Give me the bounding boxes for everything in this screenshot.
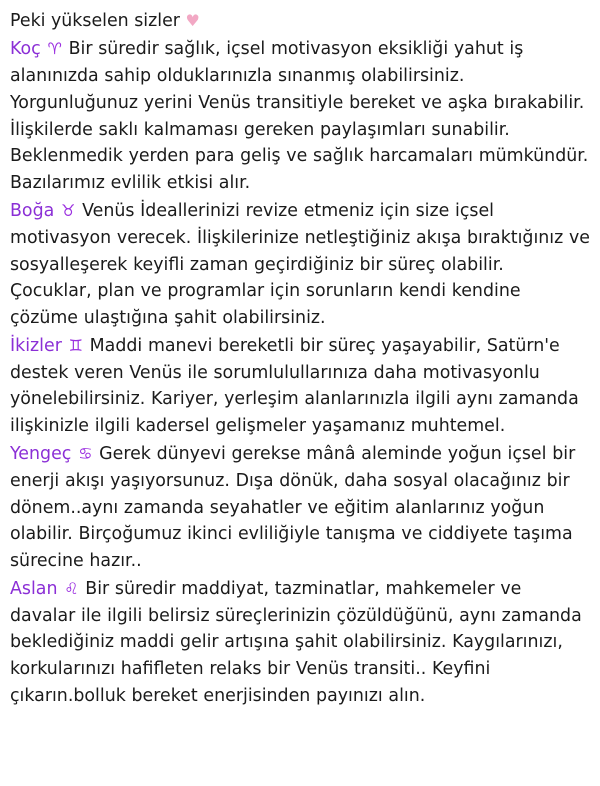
page-title-text: Peki yükselen sizler xyxy=(10,11,180,31)
horoscope-entry-cancer xyxy=(10,441,590,575)
horoscope-entry-leo xyxy=(10,576,590,710)
gemini-symbol-icon: ♊ xyxy=(68,335,83,355)
horoscope-entry-aries xyxy=(10,36,590,197)
horoscope-entry-gemini xyxy=(10,333,590,441)
leo-symbol-icon: ♌ xyxy=(64,578,79,598)
entry-text-cancer: Gerek dünyevi gerekse mânâ aleminde yoğun içsel bir enerji akışı yaşıyorsunuz. Dışa dönük, daha sosyal olacağınız bir dönem..aynı zamanda seyahatler ve eğitim alanlarınız yoğun olabilir. Birçoğumuz ikinci evliliğiyle tanışma ve ciddiyete taşıma sürecine hazır.. xyxy=(10,443,576,572)
sign-name-gemini: İkizler xyxy=(10,335,62,356)
horoscope-entry-taurus xyxy=(10,198,590,332)
aries-symbol-icon: ♈ xyxy=(47,38,62,58)
page-title xyxy=(10,8,590,35)
cancer-symbol-icon: ♋ xyxy=(78,443,93,463)
sign-name-leo: Aslan xyxy=(10,578,58,599)
sign-name-aries: Koç xyxy=(10,38,41,59)
entry-text-taurus: Venüs İdeallerinizi revize etmeniz için size içsel motivasyon verecek. İlişkilerinize netleştiğiniz akışa bıraktığınız ve sosyalleşerek keyifli zaman geçirdiğiniz bir süreç olabilir. Çocuklar, plan ve programlar için sorunların kendi kendine çözüme ulaştığına şahit olabilirsiniz. xyxy=(10,200,590,329)
sign-name-cancer: Yengeç xyxy=(10,443,72,464)
sign-name-taurus: Boğa xyxy=(10,200,55,221)
entry-text-gemini: Maddi manevi bereketli bir süreç yaşayabilir, Satürn'e destek veren Venüs ile sorumlulullarınıza daha motivasyonlu yönelebilirsiniz. Kariyer, yerleşim alanlarınızla ilgili aynı zamanda ilişkinizle ilgili kadersel gelişmeler yaşamanız muhtemel. xyxy=(10,335,579,437)
entry-text-leo: Bir süredir maddiyat, tazminatlar, mahkemeler ve davalar ile ilgili belirsiz süreçlerinizin çözüldüğünü, aynı zamanda beklediğiniz maddi gelir artışına şahit olabilirsiniz. Kaygılarınızı, korkularınızı hafifleten relaks bir Venüs transiti.. Keyfini çıkarın.bolluk bereket enerjisinden payınızı alın. xyxy=(10,578,582,707)
entry-text-aries: Bir süredir sağlık, içsel motivasyon eksikliği yahut iş alanınızda sahip olduklarınızla sınanmış olabilirsiniz. Yorgunluğunuz yerini Venüs transitiyle bereket ve aşka bırakabilir. İlişkilerde saklı kalmaması gereken paylaşımları sunabilir. Beklenmedik yerden para geliş ve sağlık harcamaları mümkündür. Bazılarımız evlilik etkisi alır. xyxy=(10,38,589,194)
heart-icon: ♥ xyxy=(185,11,200,30)
taurus-symbol-icon: ♉ xyxy=(61,200,76,220)
